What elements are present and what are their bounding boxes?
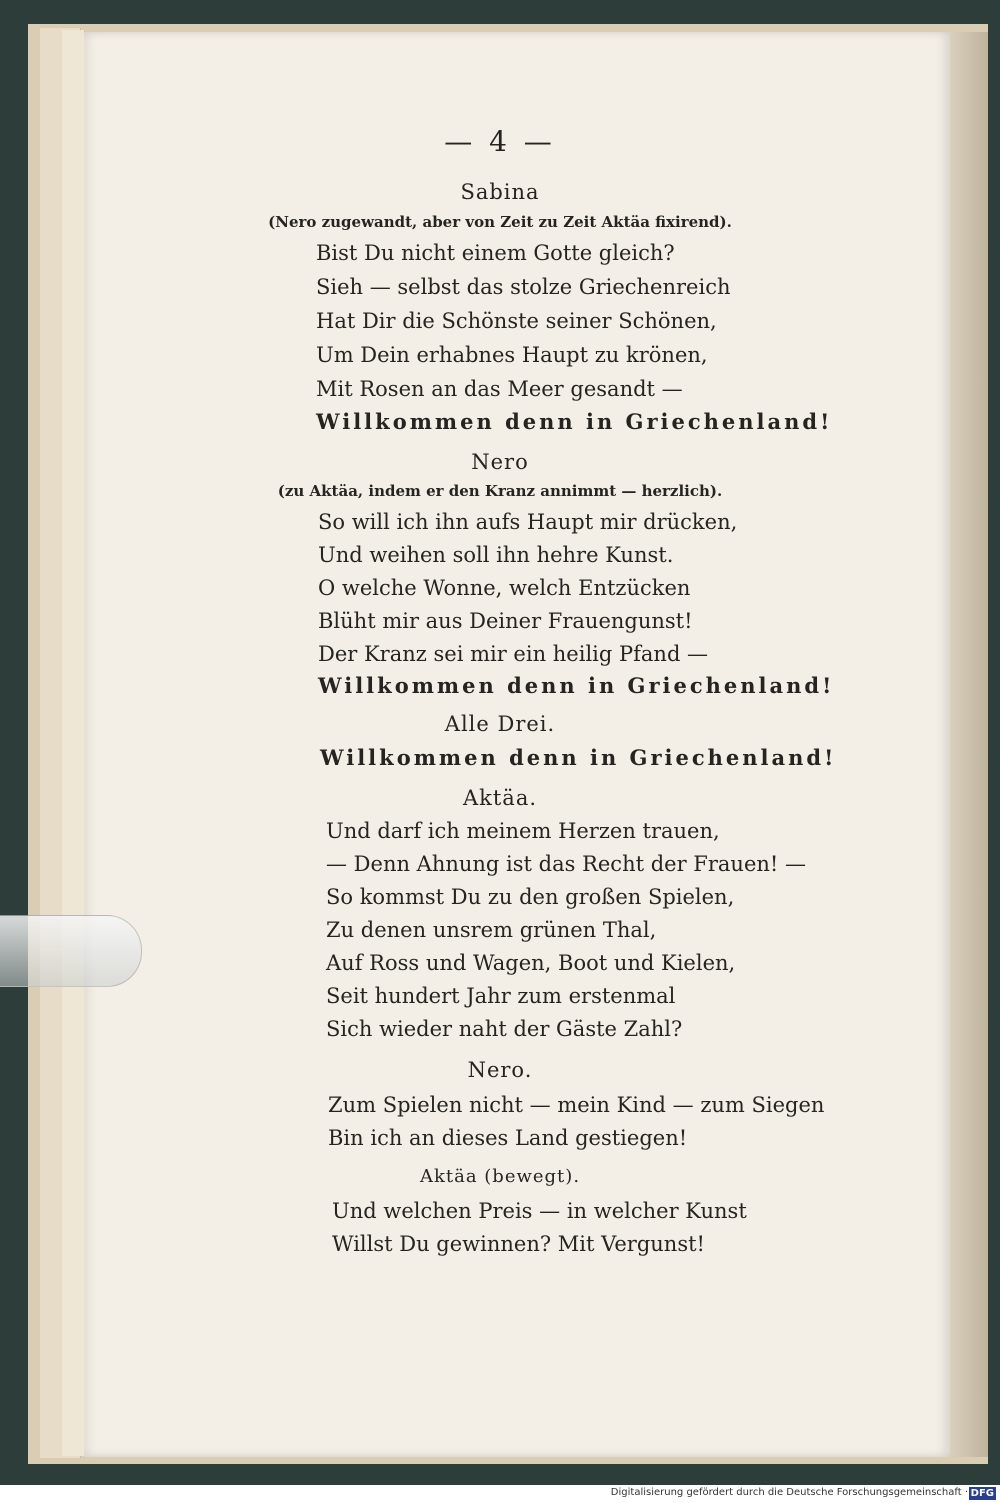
verse-line: Hat Dir die Schönste seiner Schönen, (316, 309, 717, 333)
verse-line: Blüht mir aus Deiner Frauengunst! (318, 609, 693, 633)
speaker-nero: Nero (471, 450, 529, 474)
verse-line: Bin ich an dieses Land gestiegen! (328, 1126, 688, 1150)
verse-line: Bist Du nicht einem Gotte gleich? (316, 241, 675, 265)
stage-direction: (zu Aktäa, indem er den Kranz annimmt — herzlich). (277, 482, 723, 500)
verse-line: Zu denen unsrem grünen Thal, (326, 918, 657, 942)
verse-line: — Denn Ahnung ist das Recht der Frauen! — (326, 852, 807, 876)
funding-credit: Digitalisierung gefördert durch die Deutsche Forschungsgemeinschaft · (610, 1487, 968, 1498)
verse-line: Willst Du gewinnen? Mit Vergunst! (332, 1232, 705, 1256)
page-clip (0, 915, 142, 987)
refrain-line: Willkommen denn in Griechenland! (316, 409, 833, 434)
speaker-sabina: Sabina (460, 180, 540, 204)
verse-line: Mit Rosen an das Meer gesandt — (316, 377, 683, 401)
page-stack-edge-inner (62, 30, 85, 1456)
verse-line: So will ich ihn aufs Haupt mir drücken, (318, 510, 738, 534)
verse-line: Auf Ross und Wagen, Boot und Kielen, (326, 951, 736, 975)
refrain-line: Willkommen denn in Griechenland! (320, 745, 837, 770)
speaker-aktaea: Aktäa (bewegt). (419, 1166, 581, 1187)
verse-line: Seit hundert Jahr zum erstenmal (326, 984, 676, 1008)
verse-line: O welche Wonne, welch Entzücken (318, 576, 691, 600)
speaker-nero: Nero. (467, 1058, 533, 1082)
page-number: — 4 — (444, 125, 556, 158)
speaker-aktaea: Aktäa. (462, 786, 538, 810)
refrain-line: Willkommen denn in Griechenland! (318, 673, 835, 698)
verse-line: Sich wieder naht der Gäste Zahl? (326, 1017, 683, 1041)
dfg-logo: DFG (970, 1488, 994, 1499)
verse-line: Zum Spielen nicht — mein Kind — zum Siegen (328, 1093, 825, 1117)
page-gutter-shadow (950, 32, 988, 1457)
verse-line: Um Dein erhabnes Haupt zu krönen, (316, 343, 708, 367)
verse-line: Der Kranz sei mir ein heilig Pfand — (318, 642, 709, 666)
verse-line: So kommst Du zu den großen Spielen, (326, 885, 735, 909)
speaker-alle-drei: Alle Drei. (444, 712, 556, 736)
verse-line: Sieh — selbst das stolze Griechenreich (316, 275, 731, 299)
stage-direction: (Nero zugewandt, aber von Zeit zu Zeit Aktäa fixirend). (268, 213, 732, 231)
verse-line: Und weihen soll ihn hehre Kunst. (318, 543, 674, 567)
verse-line: Und welchen Preis — in welcher Kunst (332, 1199, 747, 1223)
verse-line: Und darf ich meinem Herzen trauen, (326, 819, 720, 843)
